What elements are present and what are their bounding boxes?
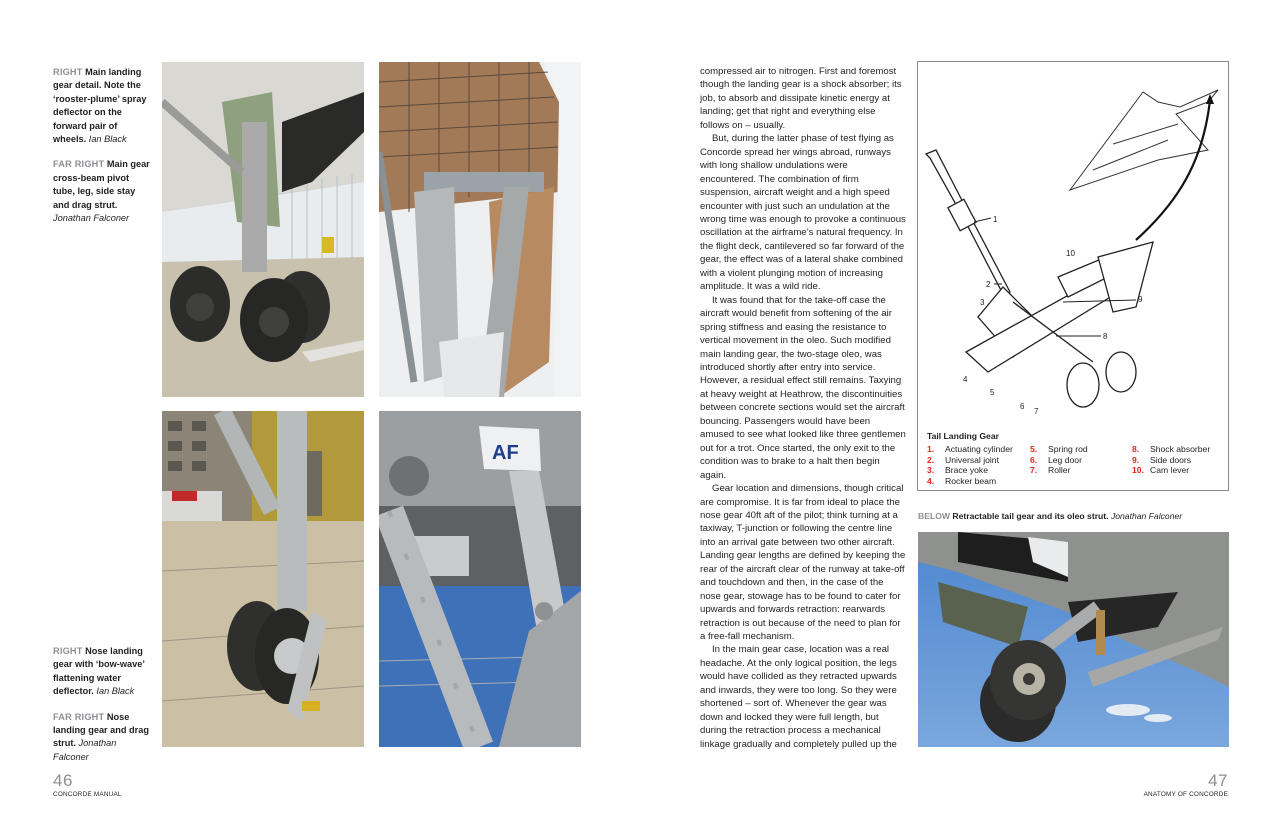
caption-cross-beam: FAR RIGHT Main gear cross-beam pivot tube, leg, side stay and drag strut. Jonathan Falconer	[53, 159, 150, 224]
key-item: 4. Rocker beam	[927, 475, 997, 486]
key-item: 6. Leg door	[1030, 454, 1082, 465]
key-item: 5. Spring rod	[1030, 444, 1088, 454]
paragraph: But, during the latter phase of test flying as Concorde spread her wings abroad, runways with long shallow undulations were encountered. The combination of firm suspension, aircraft weight and a high speed encounter with just such an undulation at the wrong time was enough to provoke a continuous oscillation at the airframe’s natural frequency. In the flight deck, cantilevered so far forward of the gear, the effect was of a lateral shake combined with a violent plunging motion of increasing amplitude. It was a wild ride.	[700, 133, 906, 293]
key-column-3	[1132, 444, 1210, 476]
key-column-2	[1030, 444, 1088, 476]
tail-landing-gear-diagram	[917, 61, 1229, 491]
paragraph: It was found that for the take-off case the aircraft would benefit from softening of the air spring stiffness and easing the resistance to vertical movement in the oleo. Such modified main landing gear, the two-stage oleo, was introduced shortly after entry into service. However, a residual effect still remains. Taxying at heavy weight at Heathrow, the discontinuities between concrete sections would set the aircraft bouncing. Passengers would have been amused to see what looked like three gentlemen out for a trot. Once started, the only exit to the condition was to brake to a halt then begin again.	[700, 294, 906, 481]
key-item: 8. Shock absorber	[1132, 444, 1211, 454]
svg-text:7: 7	[1034, 407, 1039, 416]
nose-landing-gear-photo	[162, 411, 364, 747]
nose-gear-drag-strut-photo	[379, 411, 581, 747]
caption-tail-gear: BELOW Retractable tail gear and its oleo strut. Jonathan Falconer	[918, 511, 1183, 521]
captions-bottom	[53, 645, 153, 776]
svg-text:5: 5	[990, 388, 995, 397]
svg-text:1: 1	[993, 215, 998, 224]
caption-main-gear: RIGHT Main landing gear detail. Note the ‘rooster-plume’ spray deflector on the forward pair of wheels. Ian Black	[53, 67, 147, 145]
page-number: 47	[1208, 771, 1228, 790]
key-item: 1. Actuating cylinder	[927, 444, 1013, 454]
running-title: CONCORDE MANUAL	[53, 791, 122, 798]
svg-text:6: 6	[1020, 402, 1025, 411]
caption-nose-drag-strut: FAR RIGHT Nose landing gear and drag strut. Jonathan Falconer	[53, 711, 149, 762]
caption-nose-gear: RIGHT Nose landing gear with ‘bow-wave’ flattening water deflector. Ian Black	[53, 646, 145, 697]
captions-top	[53, 66, 153, 237]
key-column-1	[927, 444, 1013, 486]
svg-text:3: 3	[980, 298, 985, 307]
key-item: 10. Cam lever	[1132, 465, 1190, 476]
page-number: 46	[53, 771, 73, 790]
paragraph: compressed air to nitrogen. First and foremost though the landing gear is a shock absorber; its job, to absorb and dissipate kinetic energy at landing; get that right and everything else follows on – usually.	[700, 66, 902, 131]
main-gear-bay-photo	[379, 62, 581, 397]
paragraph: In the main gear case, location was a real headache. At the only logical position, the legs would have collided as they retracted upwards and inwards, they were too long. So they were shortened – sort of. Whenever the gear was down and locked they were full length, but during the retraction process a mechanical linkage gradually and completely pulled up the	[700, 644, 897, 750]
retraction-arrow-icon	[1136, 100, 1210, 240]
svg-text:10: 10	[1066, 249, 1075, 258]
tail-gear-photo	[918, 532, 1229, 747]
key-item: 2. Universal joint	[927, 454, 999, 465]
svg-text:8: 8	[1103, 332, 1108, 341]
key-item: 9. Side doors	[1132, 454, 1192, 465]
key-item: 7. Roller	[1030, 465, 1071, 476]
left-folio	[53, 771, 122, 798]
svg-text:9: 9	[1138, 295, 1143, 304]
svg-text:4: 4	[963, 375, 968, 384]
key-item: 3. Brace yoke	[927, 465, 988, 476]
paragraph: Gear location and dimensions, though critical are compromise. It is far from ideal to place the nose gear 40ft aft of the pilot; think turning at a taxiway, T-junction or following the centre line into an arrival gate between two other aircraft. Landing gear lengths are defined by keeping the rear of the aircraft clear of the runway at take-off and touchdown and then, in the case of the nose gear, stowage has to be found to cater for upwards and forwards retraction: rearwards retraction is out because of the need to plan for a free-fall mechanism.	[700, 483, 906, 643]
svg-text:2: 2	[986, 280, 991, 289]
right-folio	[1100, 771, 1228, 798]
diagram-key-title: Tail Landing Gear	[927, 431, 999, 441]
concorde-silhouette-icon	[1070, 90, 1218, 190]
body-text-column	[700, 65, 906, 751]
tail-gear-illustration	[918, 62, 1228, 422]
running-title: ANATOMY OF CONCORDE	[1143, 791, 1228, 798]
af-marking-text: AF	[492, 442, 519, 464]
main-landing-gear-photo	[162, 62, 364, 397]
